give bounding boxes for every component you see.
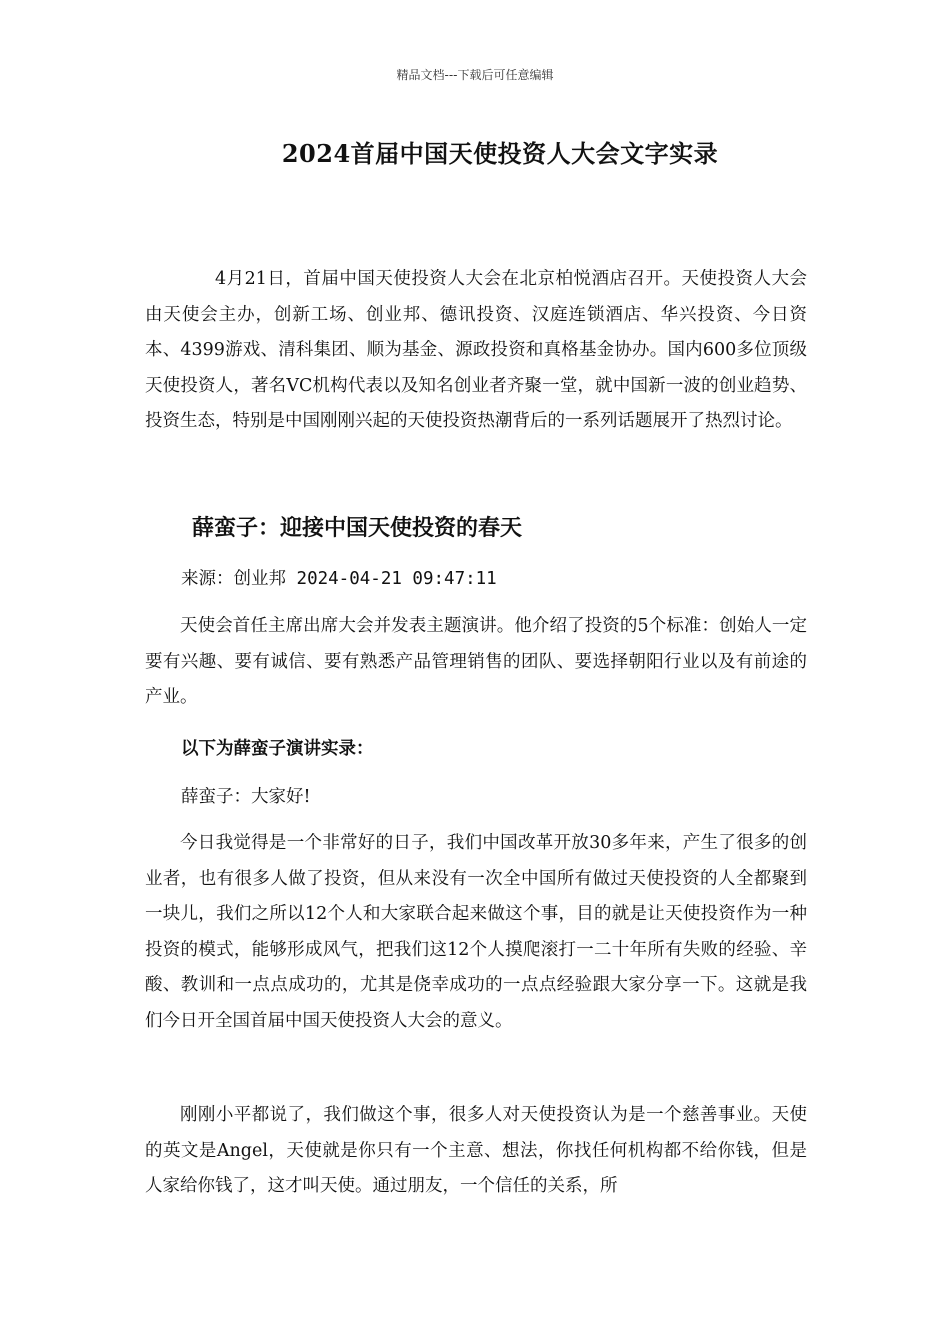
speech-paragraph-1: 今日我觉得是一个非常好的日子，我们中国改革开放30多年来，产生了很多的创业者，也有很多人做了投资，但从来没有一次全中国所有做过天使投资的人全都聚到一块儿，我们之所以12个人和大家联合起来做这个事，目的就是让天使投资作为一种投资的模式，能够形成风气，把我们这12个人摸爬滚打一二十年所有失败的经验、辛酸、教训和一点点成功的，尤其是侥幸成功的一点点经验跟大家分享一下。这就是我们今日开全国首届中国天使投资人大会的意义。 — [145, 833, 807, 1031]
speech-paragraph-2: 刚刚小平都说了，我们做这个事，很多人对天使投资认为是一个慈善事业。天使的英文是Angel，天使就是你只有一个主意、想法，你找任何机构都不给你钱，但是人家给你钱了，这才叫天使。通过朋友，一个信任的关系，所 — [145, 1105, 807, 1196]
document-title: 2024首届中国天使投资人大会文字实录 — [281, 139, 719, 168]
source-line: 来源：创业邦 2024-04-21 09:47:11 — [181, 569, 497, 589]
header-note: 精品文档---下载后可任意编辑 — [396, 68, 554, 82]
speaker-greeting: 薛蛮子：大家好! — [181, 787, 311, 807]
summary-paragraph: 天使会首任主席出席大会并发表主题演讲。他介绍了投资的5个标准：创始人一定要有兴趣、要有诚信、要有熟悉产品管理销售的团队、要选择朝阳行业以及有前途的产业。 — [145, 616, 807, 707]
section-heading: 薛蛮子：迎接中国天使投资的春天 — [192, 515, 523, 541]
intro-paragraph: 4月21日，首届中国天使投资人大会在北京柏悦酒店召开。天使投资人大会由天使会主办，创新工场、创业邦、德讯投资、汉庭连锁酒店、华兴投资、今日资本、4399游戏、清科集团、顺为基金、源政投资和真格基金协办。国内600多位顶级天使投资人，著名VC机构代表以及知名创业者齐聚一堂，就中国新一波的创业趋势、投资生态，特别是中国刚刚兴起的天使投资热潮背后的一系列话题展开了热烈讨论。 — [145, 269, 807, 431]
transcript-label: 以下为薛蛮子演讲实录： — [181, 739, 374, 759]
